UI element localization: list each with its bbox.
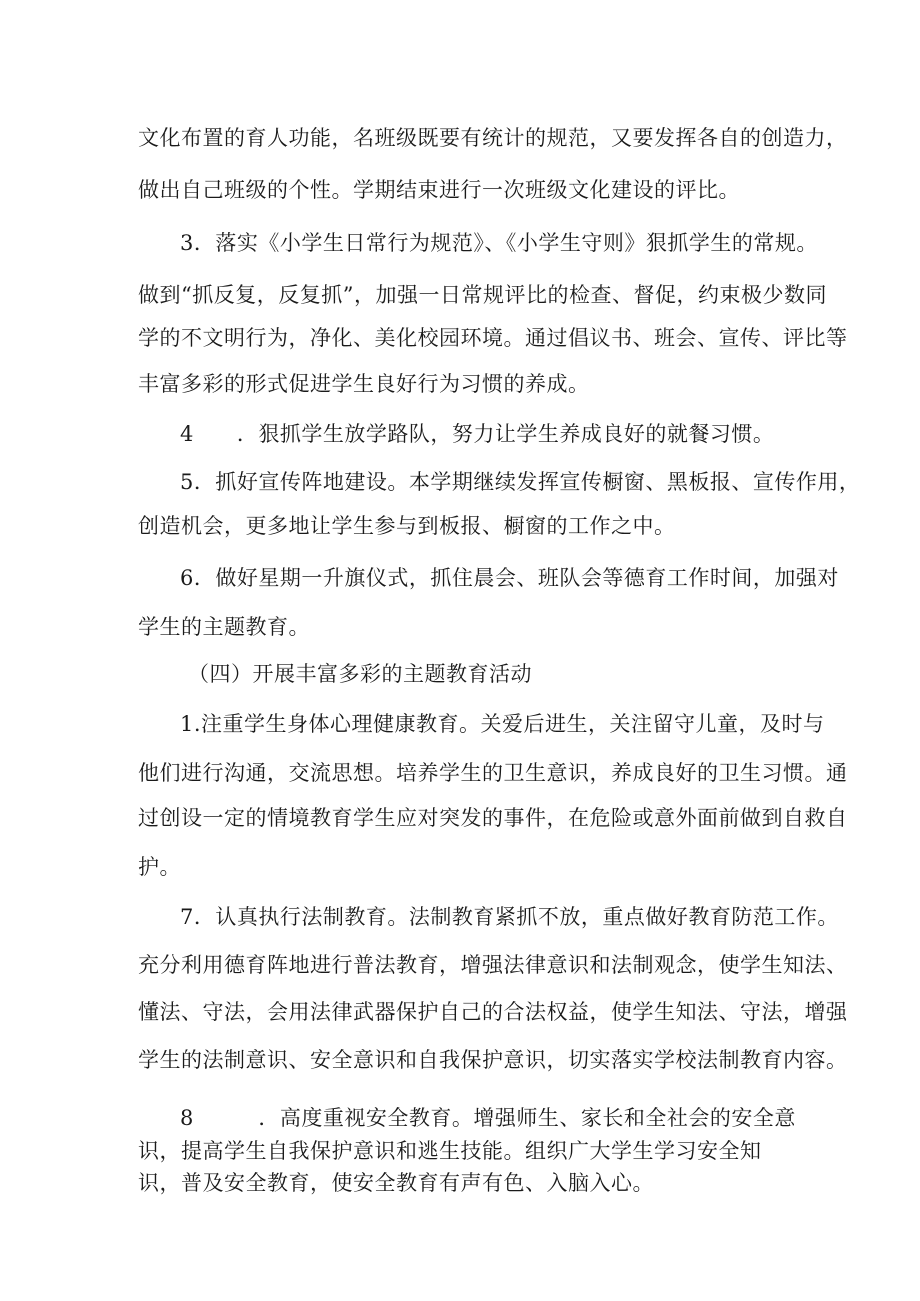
paragraph-1-start: 1.注重学生身体心理健康教育。关爱后进生，关注留守儿童，及时与 [180, 712, 825, 736]
text-line: 做出自己班级的个性。学期结束进行一次班级文化建设的评比。 [138, 178, 740, 202]
paragraph-5-start: 5．抓好宣传阵地建设。本学期继续发挥宣传橱窗、黑板报、宣传作用， [180, 470, 861, 494]
text-line: 学生的法制意识、安全意识和自我保护意识，切实落实学校法制教育内容。 [138, 1048, 848, 1072]
paragraph-7-start: 7．认真执行法制教育。法制教育紧抓不放，重点做好教育防范工作。 [180, 905, 839, 929]
paragraph-4: 4 ．狠抓学生放学路队，努力让学生养成良好的就餐习惯。 [180, 422, 775, 446]
text-line: 懂法、守法，会用法律武器保护自己的合法权益，使学生知法、守法，增强 [138, 1000, 848, 1024]
text-line: 做到“抓反复，反复抓”，加强一日常规评比的检查、督促，约束极少数同 [138, 283, 827, 307]
text-line: 文化布置的育人功能，名班级既要有统计的规范，又要发挥各自的创造力， [138, 126, 848, 150]
text-line: 学生的主题教育。 [138, 615, 310, 639]
text-line: 充分利用德育阵地进行普法教育，增强法律意识和法制观念，使学生知法、 [138, 953, 848, 977]
text-line: 过创设一定的情境教育学生应对突发的事件，在危险或意外面前做到自救自 [138, 806, 848, 830]
text-line: 丰富多彩的形式促进学生良好行为习惯的养成。 [138, 372, 590, 396]
paragraph-3-start: 3．落实《小学生日常行为规范》、《小学生守则》狠抓学生的常规。 [180, 231, 818, 255]
section-heading: （四）开展丰富多彩的主题教育活动 [188, 662, 532, 686]
text-line: 他们进行沟通，交流思想。培养学生的卫生意识，养成良好的卫生习惯。通 [138, 761, 848, 785]
paragraph-8: 8 ．高度重视安全教育。增强师生、家长和全社会的安全意识，提高学生自我保护意识和逃生技能。组织广大学生学习安全知识，普及安全教育，使安全教育有声有色、入脑入心。 [138, 1106, 796, 1196]
text-line: 学的不文明行为，净化、美化校园环境。通过倡议书、班会、宣传、评比等 [138, 326, 848, 350]
text-line: 护。 [138, 855, 181, 879]
text-line: 创造机会，更多地让学生参与到板报、橱窗的工作之中。 [138, 514, 676, 538]
paragraph-6-start: 6．做好星期一升旗仪式，抓住晨会、班队会等德育工作时间，加强对 [180, 566, 839, 590]
